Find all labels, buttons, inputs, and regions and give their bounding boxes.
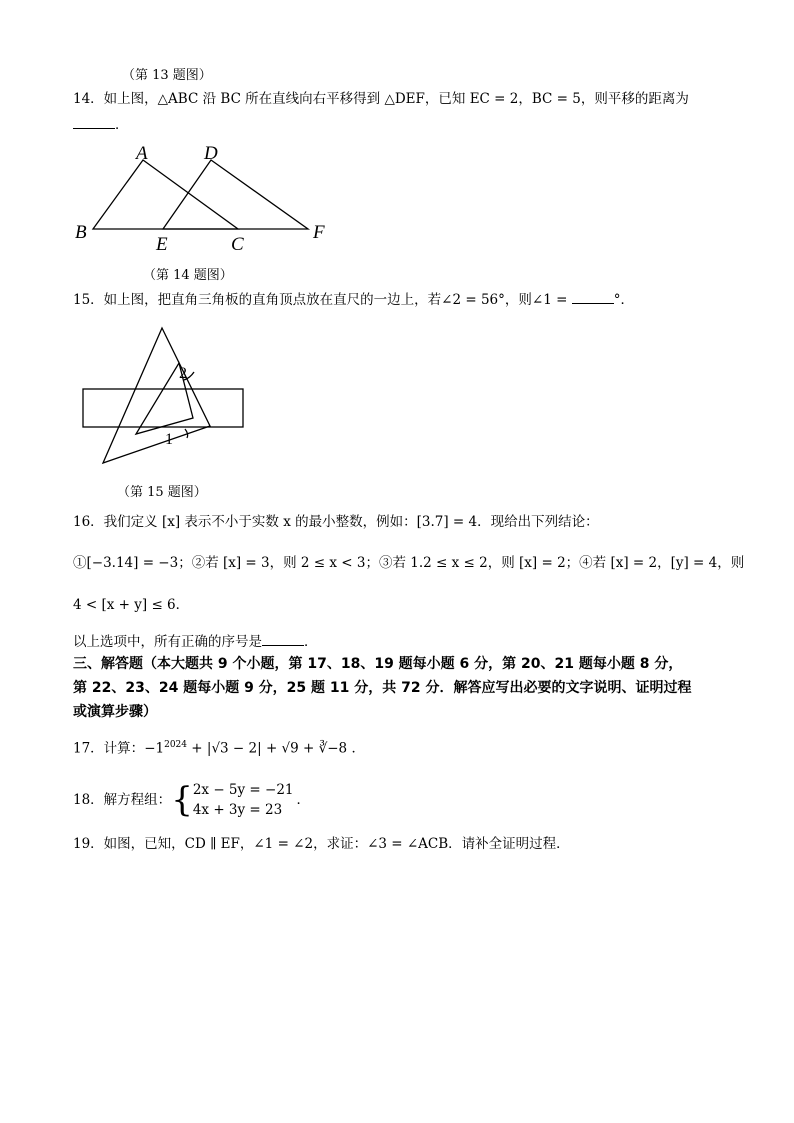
question-15-text: [73, 289, 634, 310]
question-14-text: 14．如上图，△ABC 沿 BC 所在直线向右平移得到 △DEF，已知 EC = 2，BC = 5，则平移的距离为: [73, 91, 689, 107]
angle-label-2: 2: [179, 365, 187, 382]
equation-2: 4x + 3y = 23: [192, 802, 283, 818]
answer-blank-15[interactable]: [572, 289, 614, 304]
label-e: E: [156, 234, 168, 255]
label-d: D: [204, 143, 218, 164]
answer-blank-16[interactable]: [262, 631, 304, 646]
label-f: F: [313, 222, 325, 243]
question-16-statements: ①[−3.14] = −3；②若 [x] = 3，则 2 ≤ x < 3；③若 1.2 ≤ x ≤ 2，则 [x] = 2；④若 [x] = 2，[y] = 4，则: [73, 555, 745, 571]
section-3-heading-line2: 第 22、23、24 题每小题 9 分，25 题 11 分，共 72 分．解答应写出必要的文字说明、证明过程: [73, 680, 692, 696]
question-16-statement-cont: 4 < [x + y] ≤ 6．: [73, 597, 190, 613]
question-16-prompt-text: 以上选项中，所有正确的序号是: [73, 634, 262, 650]
question-15-after: °．: [613, 292, 634, 308]
label-b: B: [75, 222, 87, 243]
angle-label-1: 1: [165, 431, 173, 448]
ruler: [83, 389, 243, 427]
label-a: A: [136, 143, 148, 164]
question-17-exponent: 2024: [164, 740, 187, 750]
figure-15-ruler-triangle: [75, 320, 255, 470]
question-18-suffix: ．: [296, 792, 311, 808]
figure-13-caption: （第 13 题图）: [122, 68, 212, 83]
question-17-prefix: 17．计算：: [73, 740, 145, 757]
set-square-outer: [103, 328, 210, 463]
section-3-heading-line3: 或演算步骤）: [73, 704, 157, 720]
figure-14-triangles: [70, 140, 340, 260]
question-17-term: −1: [144, 740, 165, 757]
equation-system: [193, 780, 294, 820]
equation-1: 2x − 5y = −21: [192, 782, 294, 798]
question-18: [73, 776, 310, 824]
question-17-expression: + |√3 − 2| + √9 + ∛−8 ．: [187, 740, 365, 757]
triangle-def: [163, 160, 308, 229]
question-18-prefix: 18．解方程组：: [73, 792, 172, 808]
question-19-text: 19．如图，已知，CD ∥ EF，∠1 = ∠2，求证：∠3 = ∠ACB．请补全证明过程．: [73, 836, 570, 852]
label-c: C: [231, 234, 244, 255]
section-3-heading-line1: 三、解答题（本大题共 9 个小题，第 17、18、19 题每小题 6 分，第 20、21 题每小题 8 分，: [73, 656, 683, 672]
answer-blank-14[interactable]: [73, 114, 115, 129]
figure-15-caption: （第 15 题图）: [117, 485, 207, 500]
question-14-end: ．: [115, 117, 129, 133]
question-14-line2: [73, 114, 129, 135]
question-16-prompt: [73, 631, 318, 652]
question-17: [73, 735, 365, 759]
question-16-end: ．: [304, 634, 318, 650]
triangle-abc: [93, 160, 238, 229]
system-brace: {: [171, 780, 193, 820]
question-15-before: 15．如上图，把直角三角板的直角顶点放在直尺的一边上，若∠2 = 56°，则∠1 =: [73, 292, 568, 308]
question-16-definition: 16．我们定义 [x] 表示不小于实数 x 的最小整数，例如：[3.7] = 4．现给出下列结论：: [73, 514, 599, 530]
figure-14-caption: （第 14 题图）: [143, 268, 233, 283]
